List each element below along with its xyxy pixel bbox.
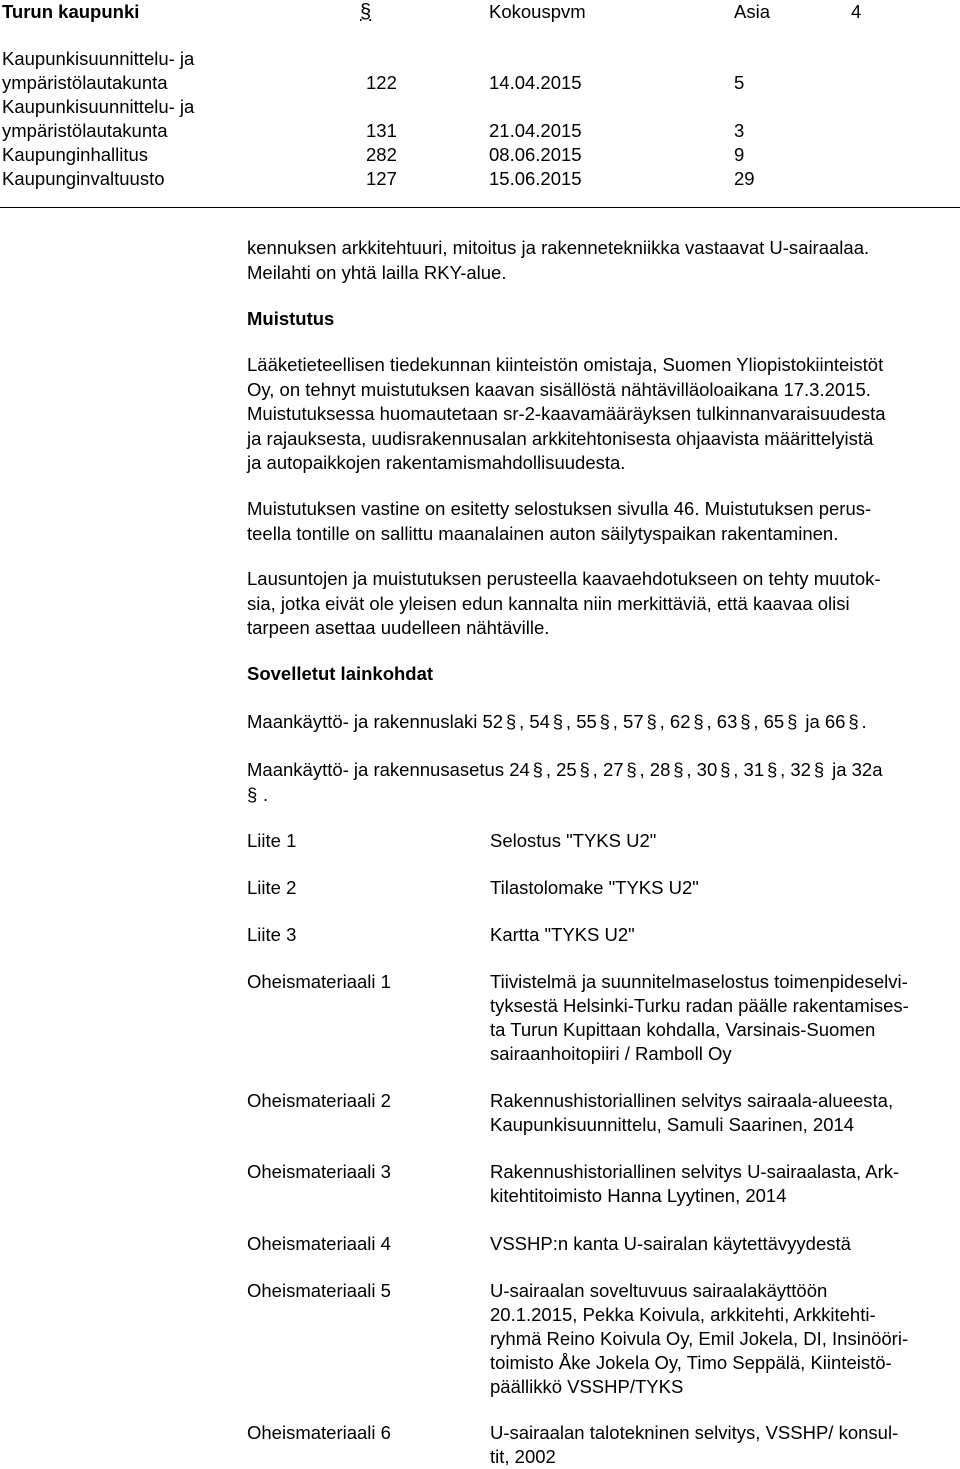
section-symbol: §	[673, 759, 684, 780]
attachment-label: Oheismateriaali 6	[247, 1422, 391, 1443]
law-reference-text: , 31	[733, 759, 765, 780]
section-symbol: §	[505, 711, 517, 732]
item-number: 9	[734, 144, 745, 165]
law-reference-text: , 28	[639, 759, 671, 780]
text-line: Lääketieteellisen tiedekunnan kiinteistön omistaja, Suomen Yliopistokiinteistöt	[247, 354, 884, 375]
law-reference-text: , 62	[659, 711, 691, 732]
text-line: ja autopaikkojen rakentamismahdollisuudesta.	[247, 452, 626, 473]
decision-body: Kaupunkisuunnittelu- ja ympäristölautakunta	[2, 48, 195, 93]
muistutus-heading: Muistutus	[247, 308, 335, 329]
law-reference-text: , 27	[592, 759, 624, 780]
mra-reference	[247, 758, 957, 807]
attachment-description: Selostus "TYKS U2"	[490, 830, 657, 851]
item-column-header: Asia	[734, 1, 770, 22]
section-symbol: §	[813, 759, 825, 780]
section-number: 282	[366, 144, 397, 165]
meeting-date-column-header: Kokouspvm	[489, 1, 586, 22]
meeting-date: 08.06.2015	[489, 144, 582, 165]
law-reference-text: , 63	[706, 711, 738, 732]
text-line: kennuksen arkkitehtuuri, mitoitus ja rakennetekniikka vastaavat U-sairaalaa.	[247, 237, 870, 258]
meeting-date: 15.06.2015	[489, 168, 582, 189]
attachment-label: Oheismateriaali 5	[247, 1280, 391, 1301]
item-number: 5	[734, 72, 745, 93]
vastine-paragraph	[247, 497, 957, 546]
law-reference-text: ja 32a	[826, 759, 883, 780]
section-symbol: §	[787, 711, 798, 732]
section-symbol: §	[740, 711, 751, 732]
section-symbol: §	[766, 759, 778, 780]
section-symbol: §	[579, 759, 590, 780]
text-line: Muistutuksen vastine on esitetty selostuksen sivulla 46. Muistutuksen perus-	[247, 498, 872, 519]
attachment-label: Oheismateriaali 2	[247, 1090, 391, 1111]
text-line: teella tontille on sallittu maanalainen auton säilytyspaikan rakentaminen.	[247, 522, 839, 544]
organization-name: Turun kaupunki	[2, 1, 140, 22]
attachment-description: Tilastolomake "TYKS U2"	[490, 877, 699, 898]
item-number: 29	[734, 168, 755, 189]
meeting-date: 14.04.2015	[489, 72, 582, 93]
text-line: tarpeen asettaa uudelleen nähtäville.	[247, 617, 550, 638]
section-symbol: §	[552, 711, 564, 732]
law-reference-text: Maankäyttö- ja rakennusasetus 24	[247, 759, 530, 780]
text-line: ja rajauksesta, uudisrakennusalan arkkitehtonisesta ohjaavista määrittelyistä	[247, 427, 874, 449]
lausunto-paragraph	[247, 567, 957, 641]
law-reference-text: , 30	[686, 759, 718, 780]
law-reference-text: .	[861, 711, 867, 732]
attachment-description: Tiivistelmä ja suunnitelmaselostus toimenpideselvi- tyksestä Helsinki-Turku radan päälle rakentamises- ta Turun Kupittaan kohdalla, Varsinais-Suomen sairaanhoitopiiri / Ramboll Oy	[490, 971, 909, 1064]
attachment-label: Liite 3	[247, 924, 297, 945]
decision-body: Kaupunginhallitus	[2, 144, 149, 165]
law-reference-text: Maankäyttö- ja rakennuslaki 52	[247, 711, 504, 732]
mrl-reference	[247, 710, 957, 735]
section-symbol: §	[720, 759, 731, 780]
text-line: Lausuntojen ja muistutuksen perusteella kaavaehdotukseen on tehty muutok-	[247, 568, 881, 589]
section-number: 131	[366, 120, 397, 141]
lainkohdat-heading: Sovelletut lainkohdat	[247, 663, 434, 684]
attachment-description: Kartta "TYKS U2"	[490, 924, 635, 945]
attachment-label: Oheismateriaali 1	[247, 971, 391, 992]
section-symbol: §	[247, 783, 258, 805]
text-line: sia, jotka eivät ole yleisen edun kannalta niin merkittäviä, että kaavaa olisi	[247, 592, 850, 614]
muistutus-paragraph	[247, 353, 957, 476]
section-symbol: §	[599, 711, 610, 732]
item-number: 3	[734, 120, 745, 141]
attachment-label: Oheismateriaali 3	[247, 1161, 391, 1182]
section-symbol: §	[848, 711, 859, 732]
meeting-date: 21.04.2015	[489, 120, 582, 141]
law-reference-text: ja 66	[800, 711, 846, 732]
section-symbol: §	[360, 1, 372, 23]
law-reference-text: , 32	[780, 759, 811, 780]
attachment-description: Rakennushistoriallinen selvitys U-sairaalasta, Ark- kitehtitoimisto Hanna Lyytinen, 2014	[490, 1161, 900, 1206]
text-line: Oy, on tehnyt muistutuksen kaavan sisällöstä nähtävilläoloaikana 17.3.2015.	[247, 378, 871, 400]
attachment-label: Liite 2	[247, 877, 297, 898]
section-symbol: §	[626, 759, 637, 780]
decision-body: Kaupunkisuunnittelu- ja ympäristölautakunta	[2, 96, 195, 141]
attachment-label: Oheismateriaali 4	[247, 1233, 391, 1254]
attachment-label: Liite 1	[247, 830, 297, 851]
decision-body: Kaupunginvaltuusto	[2, 168, 165, 189]
section-symbol: §	[646, 711, 657, 732]
section-symbol: §	[693, 711, 704, 732]
law-reference-text: .	[263, 783, 269, 805]
attachment-description: U-sairaalan talotekninen selvitys, VSSHP/ konsul- tit, 2002	[490, 1422, 899, 1467]
attachment-description: VSSHP:n kanta U-sairalan käytettävyydestä	[490, 1233, 851, 1254]
law-reference-text: , 65	[753, 711, 785, 732]
header-divider	[0, 207, 960, 208]
text-line: Muistutuksessa huomautetaan sr-2-kaavamääräyksen tulkinnanvaraisuudesta	[247, 403, 886, 424]
section-number: 127	[366, 168, 397, 189]
section-number: 122	[366, 72, 397, 93]
attachment-description: U-sairaalan soveltuvuus sairaalakäyttöön 20.1.2015, Pekka Koivula, arkkitehti, Arkkitehti- ryhmä Reino Koivula Oy, Emil Jokela, DI, Insinööri- toimisto Åke Jokela Oy, Timo Seppälä, Kiinteistö- päällikkö VSSHP/TYKS	[490, 1280, 909, 1397]
attachment-description: Rakennushistoriallinen selvitys sairaala-alueesta, Kaupunkisuunnittelu, Samuli Saarinen, 2014	[490, 1090, 894, 1135]
text-line: Meilahti on yhtä lailla RKY-alue.	[247, 261, 507, 283]
law-reference-text: , 57	[612, 711, 644, 732]
section-symbol: §	[532, 759, 543, 780]
law-reference-text: , 25	[545, 759, 577, 780]
law-reference-text: , 55	[565, 711, 597, 732]
law-reference-text: , 54	[519, 711, 550, 732]
intro-paragraph	[247, 236, 957, 285]
page-number: 4	[851, 1, 862, 22]
